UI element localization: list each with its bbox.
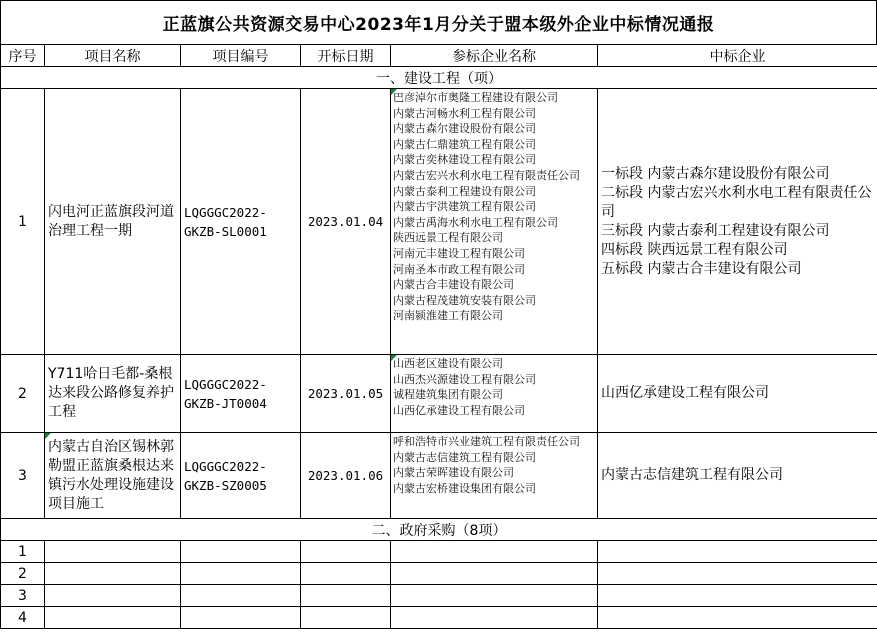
row-number: 3	[1, 585, 45, 607]
winner-item: 山西亿承建设工程有限公司	[601, 385, 769, 401]
bidder-list	[391, 355, 598, 433]
bidder-list	[391, 433, 598, 519]
bidder-item: 内蒙古荣晖建设有限公司	[393, 466, 514, 480]
row-number: 3	[1, 433, 45, 519]
col-header-bidders: 参标企业名称	[391, 45, 598, 67]
header-row	[1, 45, 877, 67]
open-date: 2023.01.04	[301, 89, 391, 355]
table-row	[1, 89, 877, 355]
winner-item: 五标段 内蒙古合丰建设有限公司	[601, 260, 802, 277]
winner-list	[598, 89, 877, 355]
bidder-item: 呼和浩特市兴业建筑工程有限责任公司	[393, 435, 580, 448]
bid-table	[0, 44, 877, 629]
bidder-item: 内蒙古程茂建筑安装有限公司	[393, 293, 536, 307]
empty-cell	[391, 541, 598, 563]
winner-list	[598, 355, 877, 433]
row-number: 1	[1, 541, 45, 563]
open-date: 2023.01.06	[301, 433, 391, 519]
winner-item: 三标段 内蒙古泰利工程建设有限公司	[601, 222, 830, 239]
empty-cell	[391, 563, 598, 585]
empty-cell	[181, 585, 301, 607]
project-name-text: 内蒙古自治区锡林郭勒盟正蓝旗桑根达来镇污水处理设施建设项目施工	[48, 438, 174, 512]
col-header-winner: 中标企业	[598, 45, 877, 67]
winner-item: 一标段 内蒙古森尔建设股份有限公司	[601, 165, 830, 182]
bidder-item: 河南元丰建设工程有限公司	[393, 246, 525, 260]
comment-marker-icon	[391, 355, 397, 361]
winner-item: 四标段 陕西远景工程有限公司	[601, 241, 788, 258]
empty-cell	[301, 607, 391, 629]
empty-cell	[301, 563, 391, 585]
row-number: 1	[1, 89, 45, 355]
empty-cell	[598, 541, 877, 563]
comment-marker-icon	[45, 433, 51, 439]
open-date: 2023.01.05	[301, 355, 391, 433]
table-row	[1, 585, 877, 607]
winner-item: 二标段 内蒙古宏兴水利水电工程有限责任公司	[601, 184, 872, 220]
section-construction: 一、建设工程（项）	[1, 67, 877, 89]
project-code: LQGGGC2022-GKZB-JT0004	[181, 355, 301, 433]
bidder-item: 内蒙古森尔建设股份有限公司	[393, 122, 536, 136]
row-number: 2	[1, 355, 45, 433]
bidder-item: 诚程建筑集团有限公司	[393, 388, 503, 402]
bidder-item: 内蒙古宏兴水利水电工程有限责任公司	[393, 168, 580, 182]
empty-cell	[598, 607, 877, 629]
project-code: LQGGGC2022-GKZB-SZ0005	[181, 433, 301, 519]
empty-cell	[181, 607, 301, 629]
bidder-item: 内蒙古仁鼎建筑工程有限公司	[393, 137, 536, 151]
table-row	[1, 541, 877, 563]
bidder-item: 内蒙古禹海水利水电工程有限公司	[393, 215, 558, 229]
table-row	[1, 607, 877, 629]
comment-marker-icon	[391, 89, 397, 95]
empty-cell	[181, 563, 301, 585]
bidder-item: 山西老区建设有限公司	[393, 357, 503, 370]
empty-cell	[598, 585, 877, 607]
table-row	[1, 563, 877, 585]
bidder-item: 内蒙古奕林建设工程有限公司	[393, 153, 536, 167]
empty-cell	[391, 607, 598, 629]
project-name	[45, 433, 181, 519]
col-header-project-code: 项目编号	[181, 45, 301, 67]
empty-cell	[45, 607, 181, 629]
project-code: LQGGGC2022-GKZB-SL0001	[181, 89, 301, 355]
bidder-item: 内蒙古河畅水利工程有限公司	[393, 106, 536, 120]
bidder-item: 河南颍淮建工有限公司	[393, 309, 503, 323]
col-header-no: 序号	[1, 45, 45, 67]
table-row	[1, 433, 877, 519]
row-number: 4	[1, 607, 45, 629]
bidder-item: 内蒙古合丰建设有限公司	[393, 278, 514, 292]
bidder-item: 陕西远景工程有限公司	[393, 231, 503, 245]
empty-cell	[45, 585, 181, 607]
empty-cell	[391, 585, 598, 607]
bidder-item: 巴彦淖尔市奥隆工程建设有限公司	[393, 91, 558, 104]
report-title: 正蓝旗公共资源交易中心2023年1月分关于盟本级外企业中标情况通报	[0, 0, 877, 44]
section-procurement: 二、政府采购（8项）	[1, 519, 877, 541]
bidder-item: 内蒙古宇洪建筑工程有限公司	[393, 200, 536, 214]
row-number: 2	[1, 563, 45, 585]
bidder-item: 内蒙古宏桥建设集团有限公司	[393, 481, 536, 495]
empty-cell	[45, 563, 181, 585]
empty-cell	[301, 585, 391, 607]
empty-cell	[45, 541, 181, 563]
winner-list	[598, 433, 877, 519]
project-name: 闪电河正蓝旗段河道治理工程一期	[45, 89, 181, 355]
winner-item: 内蒙古志信建筑工程有限公司	[601, 467, 783, 483]
empty-cell	[181, 541, 301, 563]
bidder-item: 河南圣本市政工程有限公司	[393, 262, 525, 276]
bidder-item: 内蒙古泰利工程建设有限公司	[393, 184, 536, 198]
empty-cell	[598, 563, 877, 585]
table-row	[1, 355, 877, 433]
col-header-open-date: 开标日期	[301, 45, 391, 67]
bidder-item: 内蒙古志信建筑工程有限公司	[393, 450, 536, 464]
project-name: Y711哈日毛都-桑根达来段公路修复养护工程	[45, 355, 181, 433]
bidder-list	[391, 89, 598, 355]
col-header-project-name: 项目名称	[45, 45, 181, 67]
bidder-item: 山西亿承建设工程有限公司	[393, 403, 525, 417]
bidder-item: 山西杰兴源建设工程有限公司	[393, 372, 536, 386]
empty-cell	[301, 541, 391, 563]
